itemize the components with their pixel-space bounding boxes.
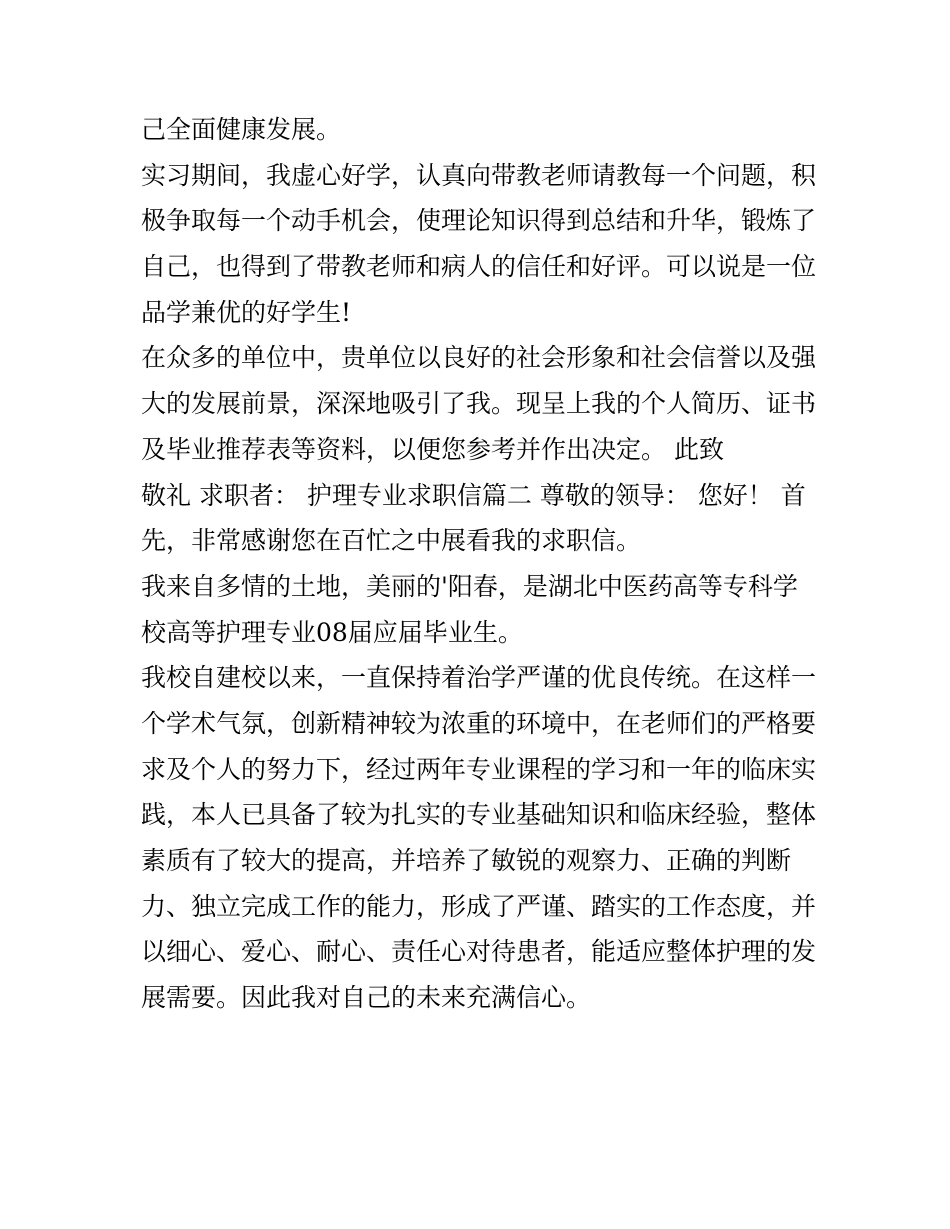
text-line: 敬礼 求职者： 护理专业求职信篇二 尊敬的领导： 您好！ 首 <box>141 480 806 510</box>
text-line: 及毕业推荐表等资料，以便您参考并作出决定。 此致 <box>141 434 724 464</box>
text-line: 力、独立完成工作的能力，形成了严谨、踏实的工作态度，并 <box>141 891 817 921</box>
text-line: 校高等护理专业08届应届毕业生。 <box>141 617 523 647</box>
text-line: 品学兼优的好学生! <box>141 297 352 327</box>
text-line: 以细心、爱心、耐心、责任心对待患者，能适应整体护理的发 <box>141 937 817 967</box>
text-line: 在众多的单位中，贵单位以良好的社会形象和社会信誉以及强 <box>141 343 817 373</box>
text-line: 极争取每一个动手机会，使理论知识得到总结和升华，锻炼了 <box>141 206 817 236</box>
text-line: 我校自建校以来，一直保持着治学严谨的优良传统。在这样一 <box>141 663 817 693</box>
text-line: 大的发展前景，深深地吸引了我。现呈上我的个人简历、证书 <box>141 389 817 419</box>
text-line: 素质有了较大的提高，并培养了敏锐的观察力、正确的判断 <box>141 846 792 875</box>
text-line: 己全面健康发展。 <box>141 115 342 144</box>
text-line: 展需要。因此我对自己的未来充满信心。 <box>141 983 592 1013</box>
text-line: 个学术气氛，创新精神较为浓重的环境中，在老师们的严格要 <box>141 708 817 738</box>
body-text <box>141 107 821 1021</box>
text-line: 求及个人的努力下，经过两年专业课程的学习和一年的临床实 <box>141 754 817 784</box>
text-line: 践，本人已具备了较为扎实的专业基础知识和临床经验，整体 <box>141 800 817 830</box>
text-line: 自己，也得到了带教老师和病人的信任和好评。可以说是一位 <box>141 252 817 282</box>
text-line: 实习期间，我虚心好学，认真向带教老师请教每一个问题，积 <box>141 160 817 190</box>
text-line: 先，非常感谢您在百忙之中展看我的求职信。 <box>141 526 642 556</box>
text-line: 我来自多情的土地，美丽的'阳春，是湖北中医药高等专科学 <box>141 571 798 601</box>
